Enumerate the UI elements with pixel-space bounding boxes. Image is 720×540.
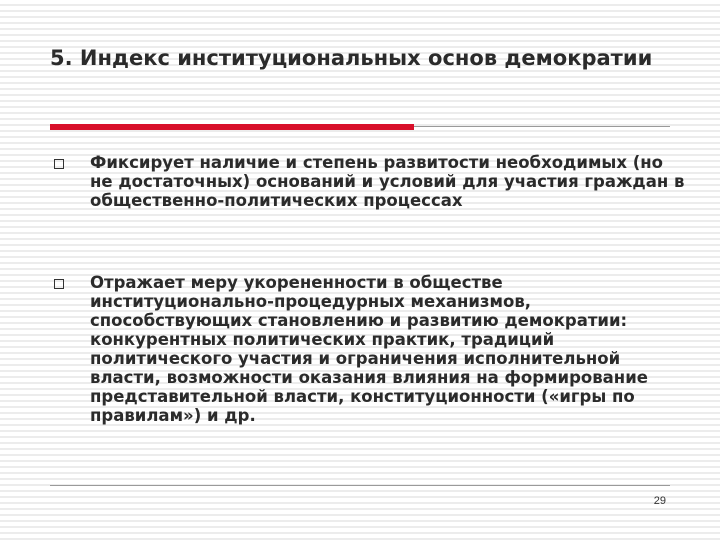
footer-divider xyxy=(50,485,670,486)
bullet-text: Фиксирует наличие и степень развитости необходимых (но не достаточных) оснований и условий для участия граждан в общественно-политических процессах xyxy=(90,153,685,210)
hollow-square-bullet-icon xyxy=(54,279,64,289)
page-number: 29 xyxy=(653,495,666,507)
bullet-text: Отражает меру укорененности в обществе институционально-процедурных механизмов, способствующих становлению и развитию демократии: конкурентных политических практик, традиций политического участия и ограничения исполнительной власти, возможности оказания влияния на формирование представительной власти, конституционности («игры по правилам») и др. xyxy=(90,273,648,425)
slide-title: 5. Индекс институциональных основ демократии xyxy=(50,46,653,70)
hollow-square-bullet-icon xyxy=(54,159,64,169)
